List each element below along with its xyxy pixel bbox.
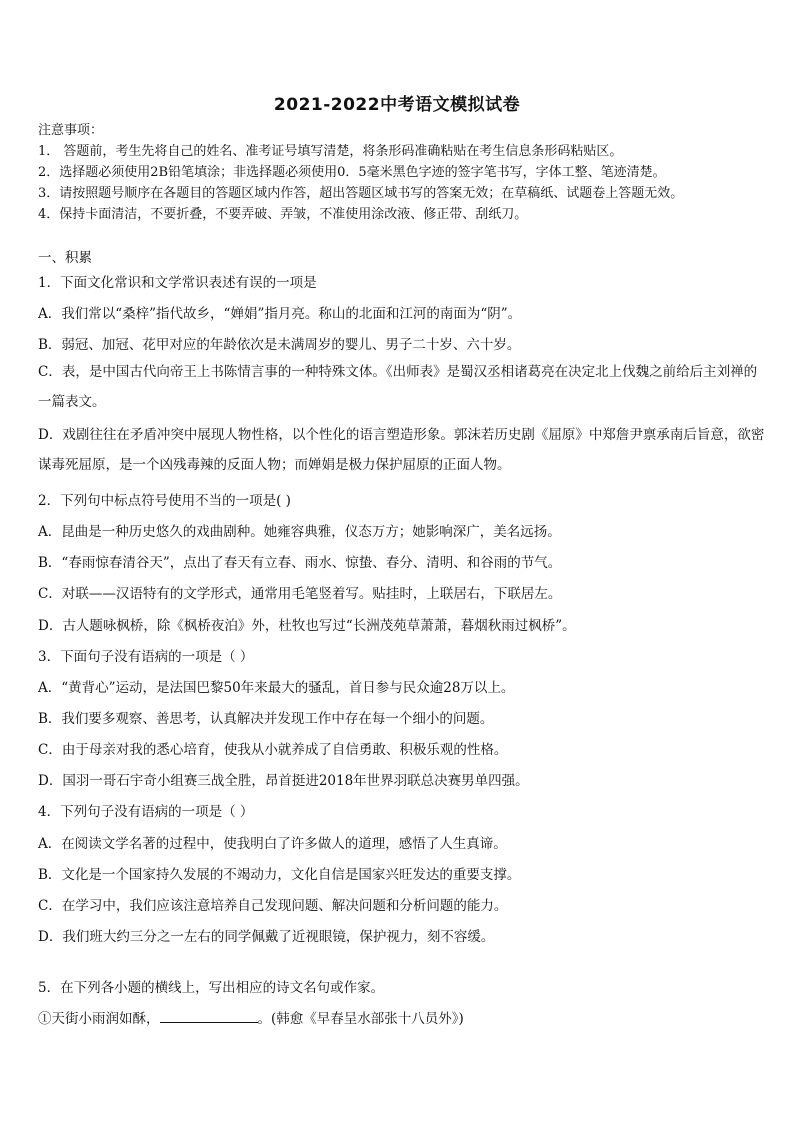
q3-option-d: D．国羽一哥石宇奇小组赛三战全胜，昂首挺进2018年世界羽联总决赛男单四强。: [38, 773, 529, 789]
q1-option-b: B．弱冠、加冠、花甲对应的年龄依次是未满周岁的婴儿、男子二十岁、六十岁。: [38, 337, 521, 353]
q5-item-1: [38, 1007, 768, 1027]
q1-stem: 1．下面文化常识和文学常识表述有误的一项是: [38, 275, 317, 291]
q5-item-1-blank: [160, 1010, 258, 1023]
q5-item-1-prefix: ①天街小雨润如酥，: [38, 1011, 160, 1027]
notice-heading: 注意事项：: [38, 123, 104, 138]
q4-option-d: D．我们班大约三分之一左右的同学佩戴了近视眼镜，保护视力，刻不容缓。: [38, 929, 495, 945]
q4-option-a: A．在阅读文学名著的过程中，使我明白了许多做人的道理，感悟了人生真谛。: [38, 836, 507, 852]
q4-option-b: B．文化是一个国家持久发展的不竭动力，文化自信是国家兴旺发达的重要支撑。: [38, 867, 521, 883]
exam-title: 2021-2022中考语文模拟试卷: [273, 95, 521, 115]
q1-option-d: D．戏剧往往在矛盾冲突中展现人物性格，以个性化的语言塑造形象。郭沫若历史剧《屈原》中郑詹尹禀承南后旨意，欲密谋毒死屈原，是一个凶残毒辣的反面人物；而婵娟是极力保护屈原的正面人物。: [38, 427, 765, 473]
q5-item-1-suffix: 。(韩愈《早春呈水部张十八员外》): [257, 1011, 464, 1027]
q3-option-b: B．我们要多观察、善思考，认真解决并发现工作中存在每一个细小的问题。: [38, 711, 494, 727]
q1-option-a: A．我们常以“桑梓”指代故乡，“婵娟”指月亮。称山的北面和江河的南面为“阴”。: [38, 306, 522, 322]
q2-option-d: D．古人题咏枫桥，除《枫桥夜泊》外，杜牧也写过“长洲茂苑草萧萧，暮烟秋雨过枫桥”。: [38, 618, 576, 634]
q4-option-c: C．在学习中，我们应该注意培养自己发现问题、解决问题和分析问题的能力。: [38, 898, 508, 914]
notice-item-3: 3．请按照题号顺序在各题目的答题区域内作答，超出答题区域书写的答案无效；在草稿纸、试题卷上答题无效。: [38, 186, 684, 201]
q2-option-a: A．昆曲是一种历史悠久的戏曲剧种。她雍容典雅，仪态万方；她影响深广，美名远扬。: [38, 524, 561, 540]
q3-option-c: C．由于母亲对我的悉心培育，使我从小就养成了自信勇敢、积极乐观的性格。: [38, 742, 508, 758]
notice-item-4: 4．保持卡面清洁，不要折叠，不要弄破、弄皱，不准使用涂改液、修正带、刮纸刀。: [38, 207, 528, 222]
section-heading: 一、积累: [38, 250, 92, 266]
notice-block: [38, 120, 768, 225]
q2-option-c: C．对联——汉语特有的文学形式，通常用毛笔竖着写。贴挂时，上联居右，下联居左。: [38, 586, 562, 602]
q5-stem: 5．在下列各小题的横线上，写出相应的诗文名句或作家。: [38, 980, 385, 996]
q2-stem: 2．下列句中标点符号使用不当的一项是( ): [38, 493, 291, 509]
q3-stem: 3．下面句子没有语病的一项是（ ）: [38, 649, 254, 665]
q1-option-c: C．表，是中国古代向帝王上书陈情言事的一种特殊文体。《出师表》是蜀汉丞相诸葛亮在决定北上伐魏之前给后主刘禅的一篇表文。: [38, 364, 758, 410]
q3-option-a: A．“黄背心”运动，是法国巴黎50年来最大的骚乱，首日参与民众逾28万以上。: [38, 680, 515, 696]
q2-option-b: B．“春雨惊春清谷天”，点出了春天有立春、雨水、惊蛰、春分、清明、和谷雨的节气。: [38, 555, 562, 571]
notice-item-1: 1． 答题前，考生先将自己的姓名、准考证号填写清楚，将条形码准确粘贴在考生信息条形码粘贴区。: [38, 144, 623, 159]
notice-item-2: 2．选择题必须使用2B铅笔填涂；非选择题必须使用0．5毫米黑色字迹的签字笔书写，字体工整、笔迹清楚。: [38, 165, 666, 180]
q4-stem: 4．下列句子没有语病的一项是（ ）: [38, 804, 254, 820]
